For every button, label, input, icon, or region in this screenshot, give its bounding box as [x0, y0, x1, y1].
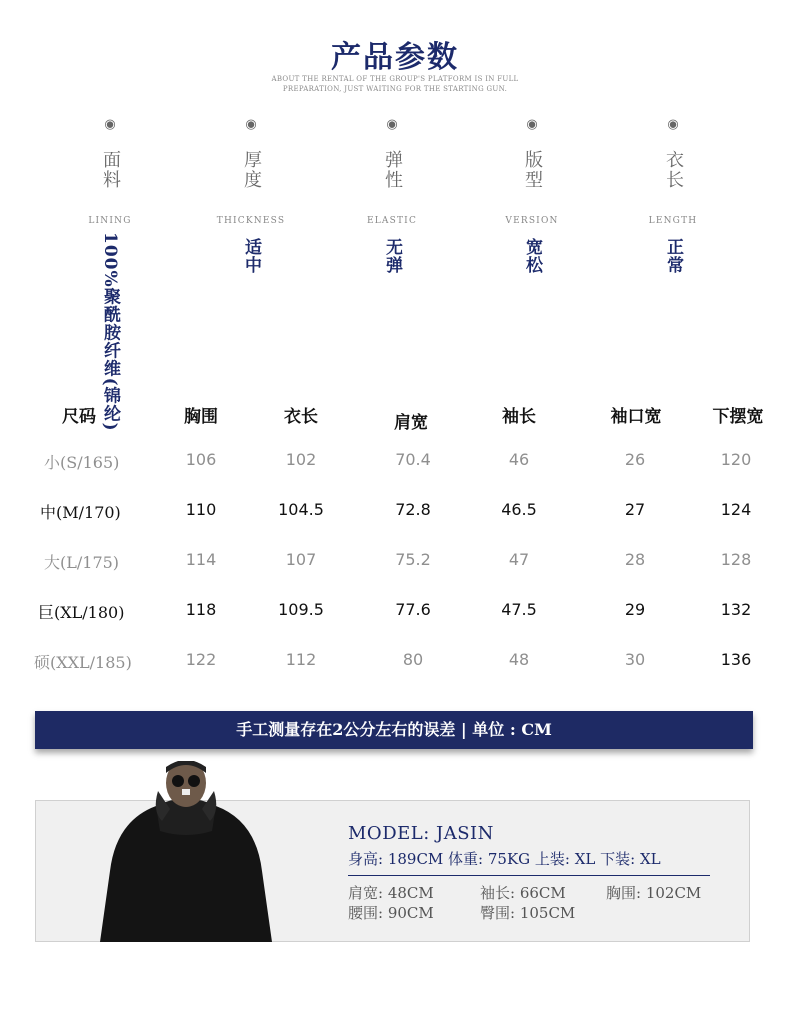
table-row [0, 650, 790, 680]
table-cell: 46.5 [501, 500, 537, 519]
table-cell: 132 [720, 600, 752, 619]
param-name: 面料 [100, 150, 121, 190]
model-chest: 胸围: 102CM [606, 884, 702, 902]
table-header [0, 402, 790, 432]
model-hip: 臀围: 105CM [480, 904, 576, 922]
bullet-icon: ◉ [245, 117, 257, 132]
model-summary: 身高: 189CM 体重: 75KG 上装: XL 下装: XL [348, 848, 710, 876]
param-length [603, 116, 743, 278]
model-photo [96, 761, 276, 942]
table-cell: 30 [624, 650, 646, 669]
measurement-note-banner: 手工测量存在2公分左右的误差 | 单位 : CM [35, 711, 753, 749]
table-cell: 26 [624, 450, 646, 469]
table-cell: 29 [624, 600, 646, 619]
param-value: 100%聚酰胺纤维(锦纶) [100, 232, 120, 432]
table-cell: 28 [624, 550, 646, 569]
bullet-icon: ◉ [526, 117, 538, 132]
param-en: LENGTH [648, 216, 698, 226]
bullet-icon: ◉ [386, 117, 398, 132]
table-cell: 47.5 [501, 600, 537, 619]
param-elastic [322, 116, 462, 278]
table-cell: 128 [720, 550, 752, 569]
model-sleeve: 袖长: 66CM [480, 884, 566, 902]
param-name: 版型 [522, 150, 543, 190]
model-name: MODEL: JASIN [348, 823, 494, 844]
table-cell: 106 [185, 450, 217, 469]
table-cell: 107 [285, 550, 317, 569]
table-cell: 122 [185, 650, 217, 669]
model-waist: 腰围: 90CM [348, 904, 434, 922]
param-thickness [181, 116, 321, 278]
subtitle-line-2: PREPARATION, JUST WAITING FOR THE STARTING GUN. [282, 85, 508, 93]
table-cell: 72.8 [395, 500, 431, 519]
table-cell: 114 [185, 550, 217, 569]
param-value: 宽松 [522, 238, 542, 274]
param-value: 适中 [241, 238, 261, 274]
model-shoulder: 肩宽: 48CM [348, 884, 434, 902]
param-value: 正常 [663, 238, 683, 274]
table-cell: 46 [508, 450, 530, 469]
column-header: 袖长 [502, 407, 536, 427]
param-en: THICKNESS [216, 216, 286, 226]
size-cell: 大(L/175) [44, 553, 120, 572]
table-cell: 110 [185, 500, 217, 519]
size-cell: 小(S/165) [44, 453, 120, 472]
table-cell: 102 [285, 450, 317, 469]
column-header: 尺码 [62, 407, 96, 427]
page-subtitle [0, 74, 790, 94]
size-cell: 中(M/170) [40, 503, 121, 522]
table-cell: 120 [720, 450, 752, 469]
table-cell: 109.5 [278, 600, 324, 619]
table-row [0, 600, 790, 630]
column-header: 衣长 [284, 407, 318, 427]
table-cell: 77.6 [395, 600, 431, 619]
column-header: 胸围 [184, 407, 218, 427]
param-name: 弹性 [382, 150, 403, 190]
table-cell: 75.2 [395, 550, 431, 569]
column-header: 肩宽 [394, 413, 428, 433]
table-cell: 104.5 [278, 500, 324, 519]
table-row [0, 550, 790, 580]
param-name: 厚度 [241, 150, 262, 190]
table-cell: 124 [720, 500, 752, 519]
table-cell: 27 [624, 500, 646, 519]
table-row [0, 450, 790, 480]
table-cell: 118 [185, 600, 217, 619]
table-row [0, 500, 790, 530]
param-value: 无弹 [382, 238, 402, 274]
table-cell: 47 [508, 550, 530, 569]
size-cell: 巨(XL/180) [38, 603, 125, 622]
model-details [348, 823, 718, 922]
model-measurements [348, 882, 718, 922]
model-info-card [35, 800, 750, 942]
table-cell: 80 [402, 650, 424, 669]
column-header: 袖口宽 [610, 407, 662, 427]
page-title: 产品参数 [331, 40, 459, 75]
bullet-icon: ◉ [104, 117, 116, 132]
size-cell: 硕(XXL/185) [34, 653, 132, 672]
param-en: ELASTIC [366, 216, 418, 226]
param-version [462, 116, 602, 278]
table-cell: 112 [285, 650, 317, 669]
subtitle-line-1: ABOUT THE RENTAL OF THE GROUP'S PLATFORM IS IN FULL [271, 75, 519, 83]
param-en: VERSION [505, 216, 559, 226]
table-cell: 48 [508, 650, 530, 669]
param-name: 衣长 [663, 150, 684, 190]
table-cell: 70.4 [395, 450, 431, 469]
param-en: LINING [88, 216, 132, 226]
column-header: 下摆宽 [712, 407, 764, 427]
table-cell: 136 [720, 650, 752, 669]
param-lining [40, 116, 180, 436]
bullet-icon: ◉ [667, 117, 679, 132]
